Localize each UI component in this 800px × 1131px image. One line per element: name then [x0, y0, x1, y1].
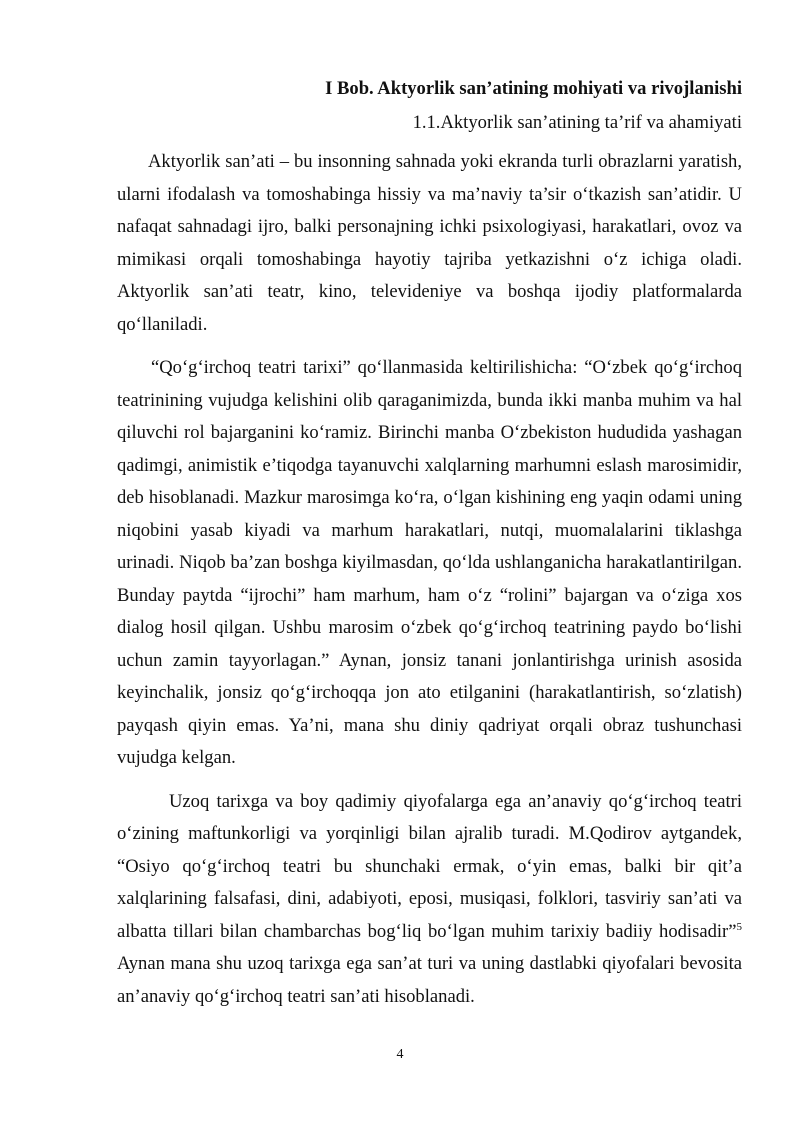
- section-title: 1.1.Aktyorlik san’atining ta’rif va ahamiyati: [412, 112, 742, 133]
- footnote-marker[interactable]: 5: [736, 920, 742, 933]
- chapter-title: I Bob. Aktyorlik san’atining mohiyati va rivojlanishi: [325, 78, 742, 99]
- paragraph-3-continuation: Aynan mana shu uzoq tarixga ega san’at turi va uning dastlabki qiyofalari bevosita an’anaviy qo‘g‘irchoq teatri san’ati hisoblanadi.: [117, 953, 742, 1007]
- paragraph-1-text: Aktyorlik san’ati – bu insonning sahnada yoki ekranda turli obrazlarni yaratish, ularni ifodalash va tomoshabinga hissiy va ma’naviy ta’sir o‘tkazish san’atidir. U nafaqat sahnadagi ijro, balki personajning ichki psixologiyasi, harakatlari, ovoz va mimikasi orqali tomoshabinga hayotiy tajriba yetkazishni o‘z ichiga oladi. Aktyorlik san’ati teatr, kino, televideniye va boshqa ijodiy platformalarda qo‘llaniladi.: [117, 151, 742, 335]
- paragraph-2: [117, 352, 742, 775]
- paragraph-1: [117, 146, 742, 341]
- paragraph-3: [117, 786, 742, 1014]
- paragraph-2-text: “Qo‘g‘irchoq teatri tarixi” qo‘llanmasida keltirilishicha: “O‘zbek qo‘g‘irchoq teatrinining vujudga kelishini olib qaraganimizda, bunda ikki manba muhim va hal qiluvchi rol bajarganini ko‘ramiz. Birinchi manba O‘zbekiston hududida yashagan qadimgi, animistik e’tiqodga tayanuvchi xalqlarning marhumni eslash marosimidir, deb hisoblanadi. Mazkur marosimga ko‘ra, o‘lgan kishining eng yaqin odami uning niqobini yasab kiyadi va marhum harakatlari, nutqi, muomalalarini tiklashga urinadi. Niqob ba’zan boshga kiyilmasdan, qo‘lda ushlanganicha harakatlantirilgan. Bunday paytda “ijrochi” ham marhum, ham o‘z “rolini” bajargan va o‘ziga xos dialog hosil qilgan. Ushbu marosim o‘zbek qo‘g‘irchoq teatrining paydo bo‘lishi uchun zamin tayyorlagan.” Aynan, jonsiz tanani jonlantirishga urinish asosida keyinchalik, jonsiz qo‘g‘irchoqqa jon ato etilganini (harakatlantirish, so‘zlatish) payqash qiyin emas. Ya’ni, mana shu diniy qadriyat orqali obraz tushunchasi vujudga kelgan.: [117, 357, 742, 768]
- page-number: 4: [396, 1047, 404, 1062]
- document-page: [117, 72, 742, 1013]
- paragraph-3-text: Uzoq tarixga va boy qadimiy qiyofalarga ega an’anaviy qo‘g‘irchoq teatri o‘zining maftunkorligi va yorqinligi bilan ajralib turadi. M.Qodirov aytgandek, “Osiyo qo‘g‘irchoq teatri bu shunchaki ermak, o‘yin emas, balki bir qit’a xalqlarining falsafasi, dini, adabiyoti, eposi, musiqasi, folklori, tasviriy san’ati va albatta tillari bilan chambarchas bog‘liq bo‘lgan muhim tarixiy badiiy hodisadir”: [117, 790, 742, 942]
